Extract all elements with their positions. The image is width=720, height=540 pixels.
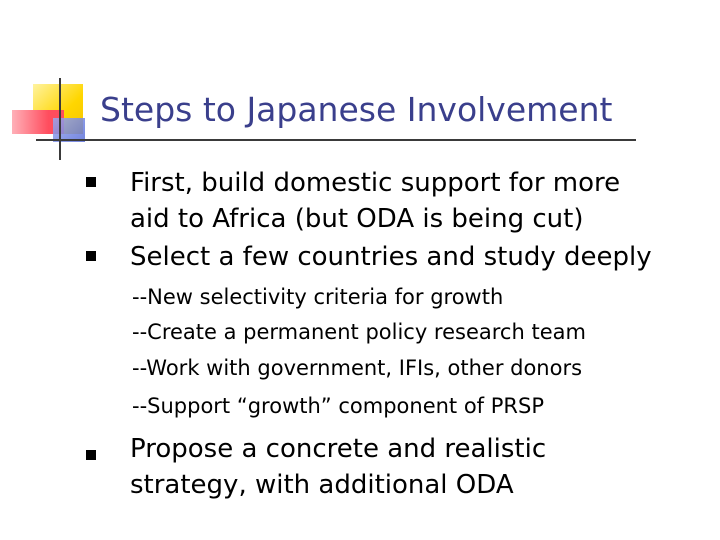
slide-title: Steps to Japanese Involvement xyxy=(100,90,613,129)
bullet-text-line: Propose a concrete and realistic xyxy=(130,434,547,464)
bullet-text-line: First, build domestic support for more xyxy=(130,168,621,198)
bullet-square-icon xyxy=(86,251,96,261)
logo-vertical-line xyxy=(59,78,61,160)
bullet-square-icon xyxy=(86,450,96,460)
sub-item: --Work with government, IFIs, other donors xyxy=(132,356,583,380)
sub-item: --Support “growth” component of PRSP xyxy=(132,394,544,418)
bullet-text-line: Select a few countries and study deeply xyxy=(130,242,652,272)
bullet-text-line: strategy, with additional ODA xyxy=(130,470,514,500)
slide-logo-graphic xyxy=(0,0,110,170)
bullet-square-icon xyxy=(86,177,96,187)
sub-item: --New selectivity criteria for growth xyxy=(132,285,504,309)
bullet-text-line: aid to Africa (but ODA is being cut) xyxy=(130,204,584,234)
sub-item: --Create a permanent policy research team xyxy=(132,320,586,344)
title-underline xyxy=(36,139,636,141)
